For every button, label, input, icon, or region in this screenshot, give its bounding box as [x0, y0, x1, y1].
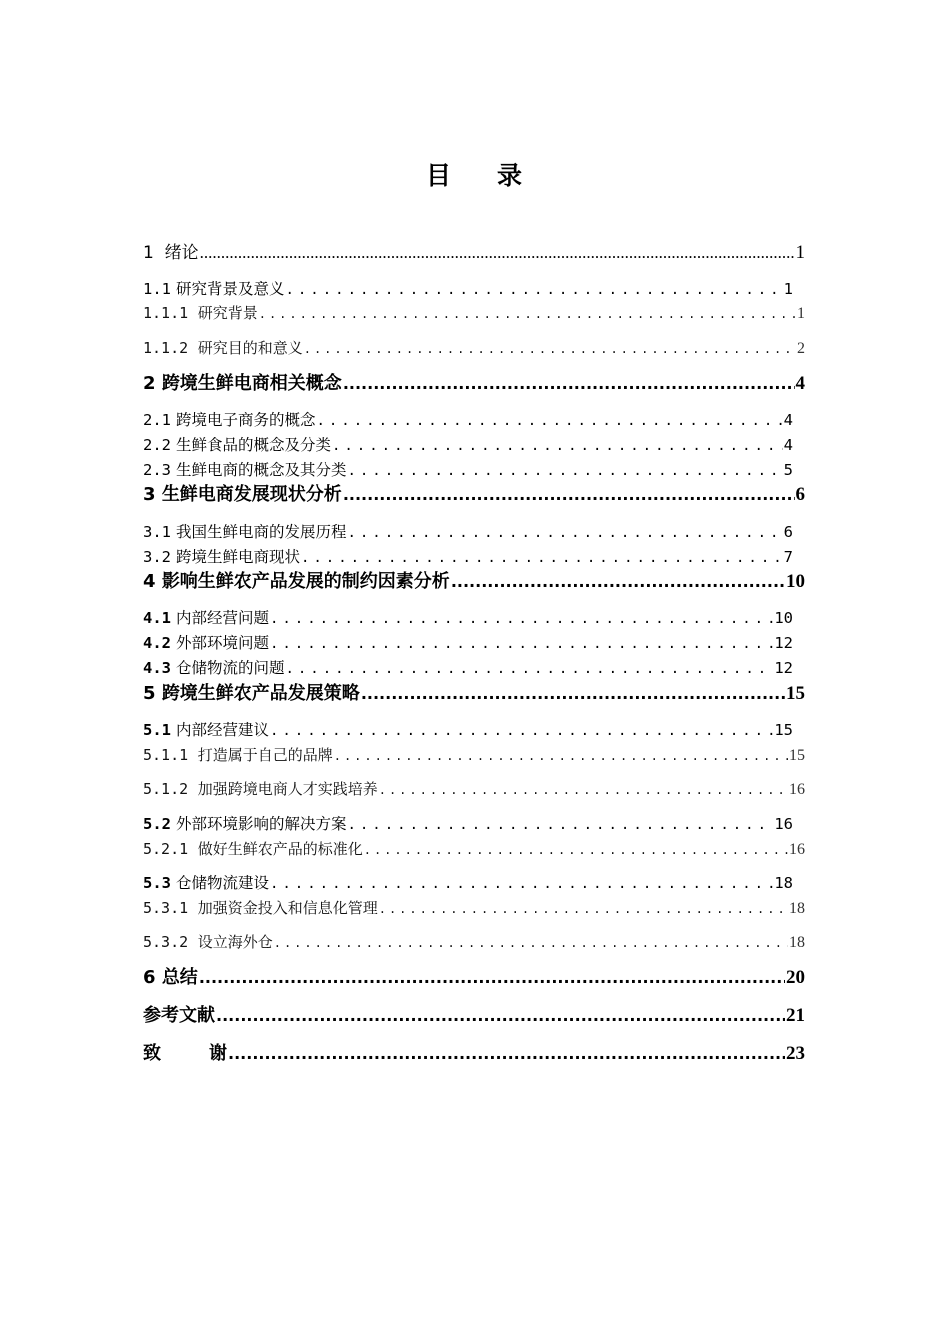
toc-text: 加强跨境电商人才实践培养: [197, 780, 378, 798]
toc-num: 1.1: [143, 280, 171, 298]
toc-page: 4: [783, 436, 793, 454]
toc-entry-1[interactable]: [143, 238, 805, 264]
toc-text: 打造属于自己的品牌: [197, 746, 333, 764]
toc-entry-5-3[interactable]: [143, 871, 793, 893]
toc-page: 12: [774, 634, 793, 652]
toc-entry-5-2[interactable]: [143, 812, 793, 834]
toc-text: 生鲜电商发展现状分析: [161, 484, 342, 505]
toc-leader: [274, 936, 788, 950]
toc-leader: [379, 902, 788, 916]
page-title-char-1: 目: [425, 161, 453, 190]
toc-page: 1: [795, 242, 805, 263]
toc-text: 跨境电子商务的概念: [175, 411, 316, 429]
toc-page: 2: [797, 340, 805, 357]
toc-text: 仓储物流建设: [175, 874, 269, 892]
toc-page: 12: [774, 659, 793, 677]
toc-entry-4-1[interactable]: [143, 606, 793, 628]
toc-leader: [304, 342, 796, 356]
toc-entry-2[interactable]: [143, 369, 805, 395]
toc-page: 20: [786, 967, 805, 988]
toc-leader: [285, 282, 782, 298]
toc-entry-5-1-1[interactable]: [143, 744, 805, 765]
toc-leader: [270, 723, 773, 739]
toc-text-a: 致: [143, 1043, 161, 1064]
toc-entry-4-3[interactable]: [143, 656, 793, 678]
toc-entry-5-2-1[interactable]: [143, 838, 805, 859]
toc-page: 18: [789, 900, 805, 917]
toc-leader: [361, 684, 785, 703]
toc-entry-5-1[interactable]: [143, 718, 793, 740]
toc-num: 5: [143, 683, 156, 704]
toc-page: 7: [783, 548, 793, 566]
toc-leader: [343, 374, 795, 393]
toc-num: 5.3.1: [143, 899, 189, 917]
toc-text: 参考文献: [143, 1005, 215, 1026]
toc-page: 4: [795, 373, 805, 394]
toc-num: 1: [143, 243, 154, 263]
toc-num: 4.1: [143, 609, 171, 627]
toc-text: 研究目的和意义: [197, 339, 303, 357]
toc-leader: [347, 463, 782, 479]
toc-entry-1-1-1[interactable]: [143, 302, 805, 323]
toc-num: 2.1: [143, 411, 171, 429]
toc-page: 18: [774, 874, 793, 892]
toc-leader: [301, 550, 783, 566]
toc-page: 1: [783, 280, 793, 298]
toc-leader: [364, 843, 788, 857]
toc-entry-3[interactable]: [143, 480, 805, 506]
toc-page: 15: [789, 747, 805, 764]
toc-page: 10: [786, 571, 805, 592]
toc-text-b: 谢: [209, 1043, 227, 1064]
toc-leader: [270, 611, 773, 627]
toc-num: 2: [143, 373, 156, 394]
toc-page: 5: [783, 461, 793, 479]
toc-text: 我国生鲜电商的发展历程: [175, 523, 347, 541]
toc-num: 5.3.2: [143, 933, 189, 951]
toc-leader: [216, 1006, 785, 1025]
toc-page: 10: [774, 609, 793, 627]
toc-text: 跨境生鲜电商现状: [175, 548, 300, 566]
toc-entry-5-1-2[interactable]: [143, 778, 805, 799]
toc-page: 16: [774, 815, 793, 833]
toc-text: 研究背景: [197, 304, 258, 322]
toc-num: 5.1.1: [143, 746, 189, 764]
toc-leader: [347, 525, 782, 541]
toc-num: 5.1.2: [143, 780, 189, 798]
toc-entry-1-1-2[interactable]: [143, 337, 805, 358]
toc-page: 6: [783, 523, 793, 541]
toc-leader: [334, 749, 788, 763]
toc-page: 23: [786, 1043, 805, 1064]
toc-leader: [332, 438, 783, 454]
toc-page: 15: [774, 721, 793, 739]
toc-page: 18: [789, 934, 805, 951]
toc-text: 跨境生鲜电商相关概念: [161, 373, 342, 394]
toc-entry-6[interactable]: [143, 963, 805, 989]
toc-page: 21: [786, 1005, 805, 1026]
toc-page: 1: [797, 305, 805, 322]
page-title-char-2: 录: [497, 161, 525, 190]
toc-leader: [259, 307, 796, 321]
toc-num: 4.3: [143, 659, 171, 677]
toc-num: 3.1: [143, 523, 171, 541]
toc-leader: [270, 876, 773, 892]
toc-text: 跨境生鲜农产品发展策略: [161, 683, 360, 704]
toc-text: 生鲜电商的概念及其分类: [175, 461, 347, 479]
toc-text: 绪论: [164, 243, 199, 263]
toc-text: 外部环境影响的解决方案: [175, 815, 347, 833]
toc-leader: [316, 413, 782, 429]
toc-entry-5-3-2[interactable]: [143, 931, 805, 952]
toc-entry-1-1[interactable]: [143, 277, 793, 299]
toc-page: 4: [783, 411, 793, 429]
toc-leader: [347, 817, 773, 833]
toc-text: 生鲜食品的概念及分类: [175, 436, 331, 454]
toc-text: 总结: [161, 967, 198, 988]
toc-text: 加强资金投入和信息化管理: [197, 899, 378, 917]
toc-entry-2-3[interactable]: [143, 458, 793, 480]
toc-entry-3-2[interactable]: [143, 545, 793, 567]
toc-text: 研究背景及意义: [175, 280, 285, 298]
toc-num: 5.1: [143, 721, 171, 739]
toc-leader: [228, 1044, 785, 1063]
toc-num: 1.1.2: [143, 339, 189, 357]
toc-text: 内部经营建议: [175, 721, 269, 739]
toc-entry-2-2[interactable]: [143, 433, 793, 455]
toc-num: 5.3: [143, 874, 171, 892]
toc-text: 内部经营问题: [175, 609, 269, 627]
toc-entry-5[interactable]: [143, 679, 805, 705]
toc-num: 2.3: [143, 461, 171, 479]
toc-num: 1.1.1: [143, 304, 189, 322]
toc-leader: [200, 243, 795, 263]
toc-page: 16: [789, 841, 805, 858]
toc-entry-2-1[interactable]: [143, 408, 793, 430]
toc-entry-references[interactable]: [143, 1001, 805, 1027]
toc-text: 设立海外仓: [197, 933, 273, 951]
toc-num: 4: [143, 571, 156, 592]
toc-leader: [285, 661, 773, 677]
toc-text: 影响生鲜农产品发展的制约因素分析: [161, 571, 450, 592]
toc-entry-3-1[interactable]: [143, 520, 793, 542]
toc-num: 3: [143, 484, 156, 505]
toc-num: 4.2: [143, 634, 171, 652]
toc-page: 6: [795, 484, 805, 505]
toc-leader: [379, 783, 788, 797]
toc-text: 做好生鲜农产品的标准化: [197, 840, 363, 858]
toc-num: 2.2: [143, 436, 171, 454]
toc-num: 6: [143, 967, 156, 988]
toc-leader: [270, 636, 773, 652]
toc-leader: [199, 968, 785, 987]
toc-leader: [451, 572, 785, 591]
toc-num: 5.2: [143, 815, 171, 833]
toc-page: 16: [789, 781, 805, 798]
toc-leader: [343, 485, 795, 504]
toc-text: 仓储物流的问题: [175, 659, 285, 677]
toc-num: 5.2.1: [143, 840, 189, 858]
toc-entry-acknowledgements[interactable]: [143, 1039, 805, 1065]
toc-entry-5-3-1[interactable]: [143, 897, 805, 918]
toc-text: 外部环境问题: [175, 634, 269, 652]
toc-page: 15: [786, 683, 805, 704]
toc-entry-4-2[interactable]: [143, 631, 793, 653]
toc-num: 3.2: [143, 548, 171, 566]
toc-entry-4[interactable]: [143, 567, 805, 593]
